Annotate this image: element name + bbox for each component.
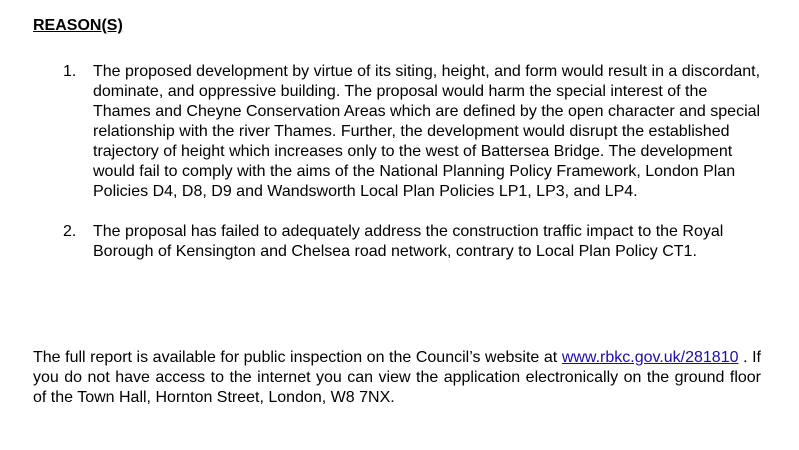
reasons-heading: REASON(S) <box>33 17 123 34</box>
list-item <box>63 222 763 262</box>
footer-paragraph <box>33 348 761 408</box>
list-item <box>63 62 763 202</box>
reason-number: 2. <box>63 223 77 240</box>
reason-text: The proposal has failed to adequately address the construction traffic impact to the Royal Borough of Kensington and Chelsea road network, contrary to Local Plan Policy CT1. <box>93 223 724 260</box>
reasons-list <box>63 62 763 262</box>
report-link[interactable]: www.rbkc.gov.uk/281810 <box>561 349 739 366</box>
reason-text: The proposed development by virtue of its siting, height, and form would result in a discordant, dominate, and oppressive building. The proposal would harm the special interest of the Thames and Cheyne Conservation Areas which are defined by the open character and special relationship with the river Thames. Further, the development would disrupt the established trajectory of height which increases only to the west of Battersea Bridge. The development would fail to comply with the aims of the National Planning Policy Framework, London Plan Policies D4, D8, D9 and Wandsworth Local Plan Policies LP1, LP3, and LP4. <box>93 63 761 200</box>
document-page <box>33 16 761 406</box>
footer-rest: . If you do not have access to the internet you can view the application electronically on the ground floor of the Town Hall, Hornton Street, London, W8 7NX. <box>33 349 761 406</box>
footer-intro: The full report is available for public inspection on the Council’s website at <box>33 349 562 366</box>
reason-number: 1. <box>63 63 77 80</box>
